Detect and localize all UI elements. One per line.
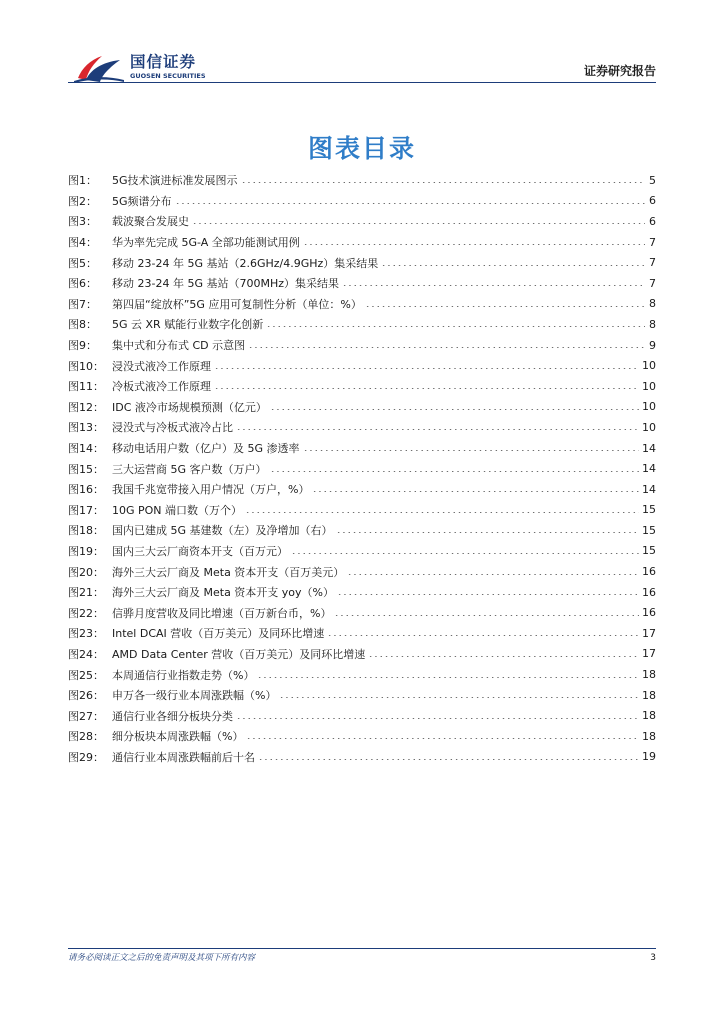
toc-figure-title: 移动 23-24 年 5G 基站（700MHz）集采结果 <box>112 277 340 291</box>
toc-entry[interactable] <box>68 726 656 747</box>
toc-page-number: 6 <box>649 194 656 208</box>
toc-entry[interactable] <box>68 685 656 706</box>
toc-figure-label: 图11： <box>68 380 104 394</box>
toc-entry[interactable] <box>68 602 656 623</box>
toc-figure-title: 10G PON 端口数（万个） <box>112 503 243 517</box>
toc-page-number: 10 <box>642 400 656 414</box>
toc-figure-label: 图3： <box>68 215 97 229</box>
toc-entry[interactable] <box>68 294 656 315</box>
toc-page-number: 17 <box>642 626 656 640</box>
toc-page-number: 7 <box>649 276 656 290</box>
toc-page-number: 15 <box>642 544 656 558</box>
toc-figure-label: 图9： <box>68 339 97 353</box>
toc-figure-label: 图28： <box>68 730 104 744</box>
toc-page-number: 19 <box>642 750 656 764</box>
toc-dot-leader <box>266 321 645 327</box>
toc-figure-title: 申万各一级行业本周涨跌幅（%） <box>112 689 277 703</box>
logo-text-cn: 国信证券 <box>130 53 197 71</box>
toc-figure-title: 海外三大云厂商及 Meta 资本开支 yoy（%） <box>112 586 335 600</box>
toc-dot-leader <box>303 239 645 245</box>
toc-page-number: 14 <box>642 482 656 496</box>
toc-figure-title: 本周通信行业指数走势（%） <box>112 668 255 682</box>
toc-figure-title: 国内已建成 5G 基建数（左）及净增加（右） <box>112 524 333 538</box>
toc-dot-leader <box>368 651 639 657</box>
toc-page-number: 10 <box>642 379 656 393</box>
page-title: 图表目录 <box>307 133 416 163</box>
toc-entry[interactable] <box>68 314 656 335</box>
toc-page-number: 18 <box>642 668 656 682</box>
toc-dot-leader <box>270 466 639 472</box>
toc-dot-leader <box>336 527 639 533</box>
toc-page-number: 18 <box>642 688 656 702</box>
toc-figure-label: 图12： <box>68 400 104 414</box>
toc-entry[interactable] <box>68 520 656 541</box>
toc-dot-leader <box>248 342 645 348</box>
toc-figure-title: 集中式和分布式 CD 示意图 <box>112 339 246 353</box>
toc-page-number: 14 <box>642 462 656 476</box>
toc-dot-leader <box>258 754 639 760</box>
toc-figure-title: 浸没式与冷板式液冷占比 <box>112 421 233 435</box>
toc-figure-title: 通信行业各细分板块分类 <box>112 709 233 723</box>
toc-figure-label: 图16： <box>68 483 104 497</box>
toc-entry[interactable] <box>68 211 656 232</box>
toc-figure-title: 5G频谱分布 <box>112 194 172 208</box>
toc-figure-label: 图26： <box>68 689 104 703</box>
toc-figure-title: 浸没式液冷工作原理 <box>112 359 211 373</box>
toc-figure-label: 图19： <box>68 544 104 558</box>
toc-figure-label: 图7： <box>68 297 97 311</box>
toc-page-number: 7 <box>649 235 656 249</box>
toc-figure-label: 图23： <box>68 627 104 641</box>
toc-figure-label: 图27： <box>68 709 104 723</box>
toc-dot-leader <box>291 548 639 554</box>
toc-entry[interactable] <box>68 335 656 356</box>
toc-figure-title: 移动电话用户数（亿户）及 5G 渗透率 <box>112 442 300 456</box>
toc-entry[interactable] <box>68 273 656 294</box>
toc-figure-label: 图4： <box>68 236 97 250</box>
toc-dot-leader <box>279 692 639 698</box>
toc-page-number: 16 <box>642 565 656 579</box>
header-divider <box>68 82 656 83</box>
toc-page-number: 17 <box>642 647 656 661</box>
toc-figure-label: 图20： <box>68 565 104 579</box>
toc-figure-title: 我国千兆宽带接入用户情况（万户，%） <box>112 483 310 497</box>
toc-figure-title: 细分板块本周涨跌幅（%） <box>112 730 244 744</box>
toc-dot-leader <box>246 733 639 739</box>
toc-entry[interactable] <box>68 232 656 253</box>
toc-dot-leader <box>334 610 639 616</box>
toc-dot-leader <box>342 280 645 286</box>
toc-entry[interactable] <box>68 705 656 726</box>
toc-entry[interactable] <box>68 500 656 521</box>
toc-page-number: 9 <box>649 338 656 352</box>
toc-page-number: 15 <box>642 523 656 537</box>
logo-text-en: GUOSEN SECURITIES <box>130 72 206 80</box>
toc-figure-label: 图8： <box>68 318 97 332</box>
toc-entry[interactable] <box>68 644 656 665</box>
toc-entry[interactable] <box>68 479 656 500</box>
toc-figure-title: 华为率先完成 5G-A 全部功能测试用例 <box>112 236 300 250</box>
toc-entry[interactable] <box>68 458 656 479</box>
toc-page-number: 7 <box>649 256 656 270</box>
toc-dot-leader <box>270 404 639 410</box>
toc-entry[interactable] <box>68 541 656 562</box>
toc-dot-leader <box>303 445 639 451</box>
toc-page-number: 18 <box>642 729 656 743</box>
toc-page-number: 10 <box>642 420 656 434</box>
toc-page-number: 8 <box>649 297 656 311</box>
toc-figure-title: 移动 23-24 年 5G 基站（2.6GHz/4.9GHz）集采结果 <box>112 256 379 270</box>
toc-figure-label: 图13： <box>68 421 104 435</box>
toc-figure-label: 图22： <box>68 606 104 620</box>
toc-figure-title: 通信行业本周涨跌幅前后十名 <box>112 750 255 764</box>
toc-figure-label: 图5： <box>68 256 97 270</box>
page-number: 3 <box>650 953 656 963</box>
guosen-logo-mark-icon <box>72 50 126 84</box>
toc-page-number: 10 <box>642 359 656 373</box>
toc-dot-leader <box>214 363 639 369</box>
toc-figure-label: 图24： <box>68 647 104 661</box>
toc-figure-title: 三大运营商 5G 客户数（万户） <box>112 462 267 476</box>
toc-figure-label: 图2： <box>68 194 97 208</box>
toc-dot-leader <box>337 589 639 595</box>
toc-dot-leader <box>257 672 639 678</box>
toc-figure-title: 信骅月度营收及同比增速（百万新台币，%） <box>112 606 332 620</box>
toc-entry[interactable] <box>68 582 656 603</box>
toc-page-number: 15 <box>642 503 656 517</box>
figure-list <box>68 170 656 767</box>
disclaimer-text: 请务必阅读正文之后的免责声明及其项下所有内容 <box>68 953 256 963</box>
toc-dot-leader <box>327 630 639 636</box>
toc-dot-leader <box>312 486 639 492</box>
toc-figure-label: 图6： <box>68 277 97 291</box>
toc-entry[interactable] <box>68 376 656 397</box>
toc-entry[interactable] <box>68 191 656 212</box>
toc-dot-leader <box>175 198 645 204</box>
toc-entry[interactable] <box>68 438 656 459</box>
guosen-logo <box>72 50 212 86</box>
toc-dot-leader <box>214 383 639 389</box>
toc-figure-title: IDC 液冷市场规模预测（亿元） <box>112 400 267 414</box>
toc-figure-title: 载波聚合发展史 <box>112 215 189 229</box>
toc-figure-label: 图17： <box>68 503 104 517</box>
toc-page-number: 6 <box>649 214 656 228</box>
toc-figure-label: 图14： <box>68 442 104 456</box>
toc-figure-title: 5G 云 XR 赋能行业数字化创新 <box>112 318 264 332</box>
toc-figure-title: 国内三大云厂商资本开支（百万元） <box>112 544 288 558</box>
toc-figure-title: AMD Data Center 营收（百万美元）及同环比增速 <box>112 647 366 661</box>
toc-figure-label: 图25： <box>68 668 104 682</box>
toc-figure-label: 图1： <box>68 174 97 188</box>
toc-dot-leader <box>245 507 639 513</box>
toc-dot-leader <box>381 260 645 266</box>
toc-dot-leader <box>236 713 639 719</box>
toc-figure-label: 图10： <box>68 359 104 373</box>
toc-dot-leader <box>365 301 645 307</box>
toc-figure-label: 图15： <box>68 462 104 476</box>
toc-dot-leader <box>347 569 639 575</box>
toc-page-number: 16 <box>642 606 656 620</box>
toc-entry[interactable] <box>68 397 656 418</box>
toc-page-number: 14 <box>642 441 656 455</box>
report-type-label: 证券研究报告 <box>583 64 656 78</box>
toc-entry[interactable] <box>68 170 656 191</box>
footer-divider <box>68 948 656 949</box>
toc-figure-title: 第四届“绽放杯”5G 应用可复制性分析（单位：%） <box>112 297 362 311</box>
toc-entry[interactable] <box>68 623 656 644</box>
toc-figure-label: 图18： <box>68 524 104 538</box>
toc-figure-title: 5G技术演进标准发展图示 <box>112 174 238 188</box>
toc-page-number: 5 <box>649 173 656 187</box>
toc-figure-title: 海外三大云厂商及 Meta 资本开支（百万美元） <box>112 565 345 579</box>
toc-entry[interactable] <box>68 417 656 438</box>
toc-entry[interactable] <box>68 664 656 685</box>
toc-dot-leader <box>236 424 639 430</box>
toc-entry[interactable] <box>68 355 656 376</box>
toc-page-number: 18 <box>642 709 656 723</box>
toc-entry[interactable] <box>68 747 656 768</box>
toc-dot-leader <box>241 177 645 183</box>
toc-page-number: 8 <box>649 317 656 331</box>
toc-figure-title: 冷板式液冷工作原理 <box>112 380 211 394</box>
toc-entry[interactable] <box>68 561 656 582</box>
toc-dot-leader <box>192 218 645 224</box>
toc-figure-label: 图29： <box>68 750 104 764</box>
toc-entry[interactable] <box>68 252 656 273</box>
toc-figure-title: Intel DCAI 营收（百万美元）及同环比增速 <box>112 627 325 641</box>
toc-figure-label: 图21： <box>68 586 104 600</box>
toc-page-number: 16 <box>642 585 656 599</box>
